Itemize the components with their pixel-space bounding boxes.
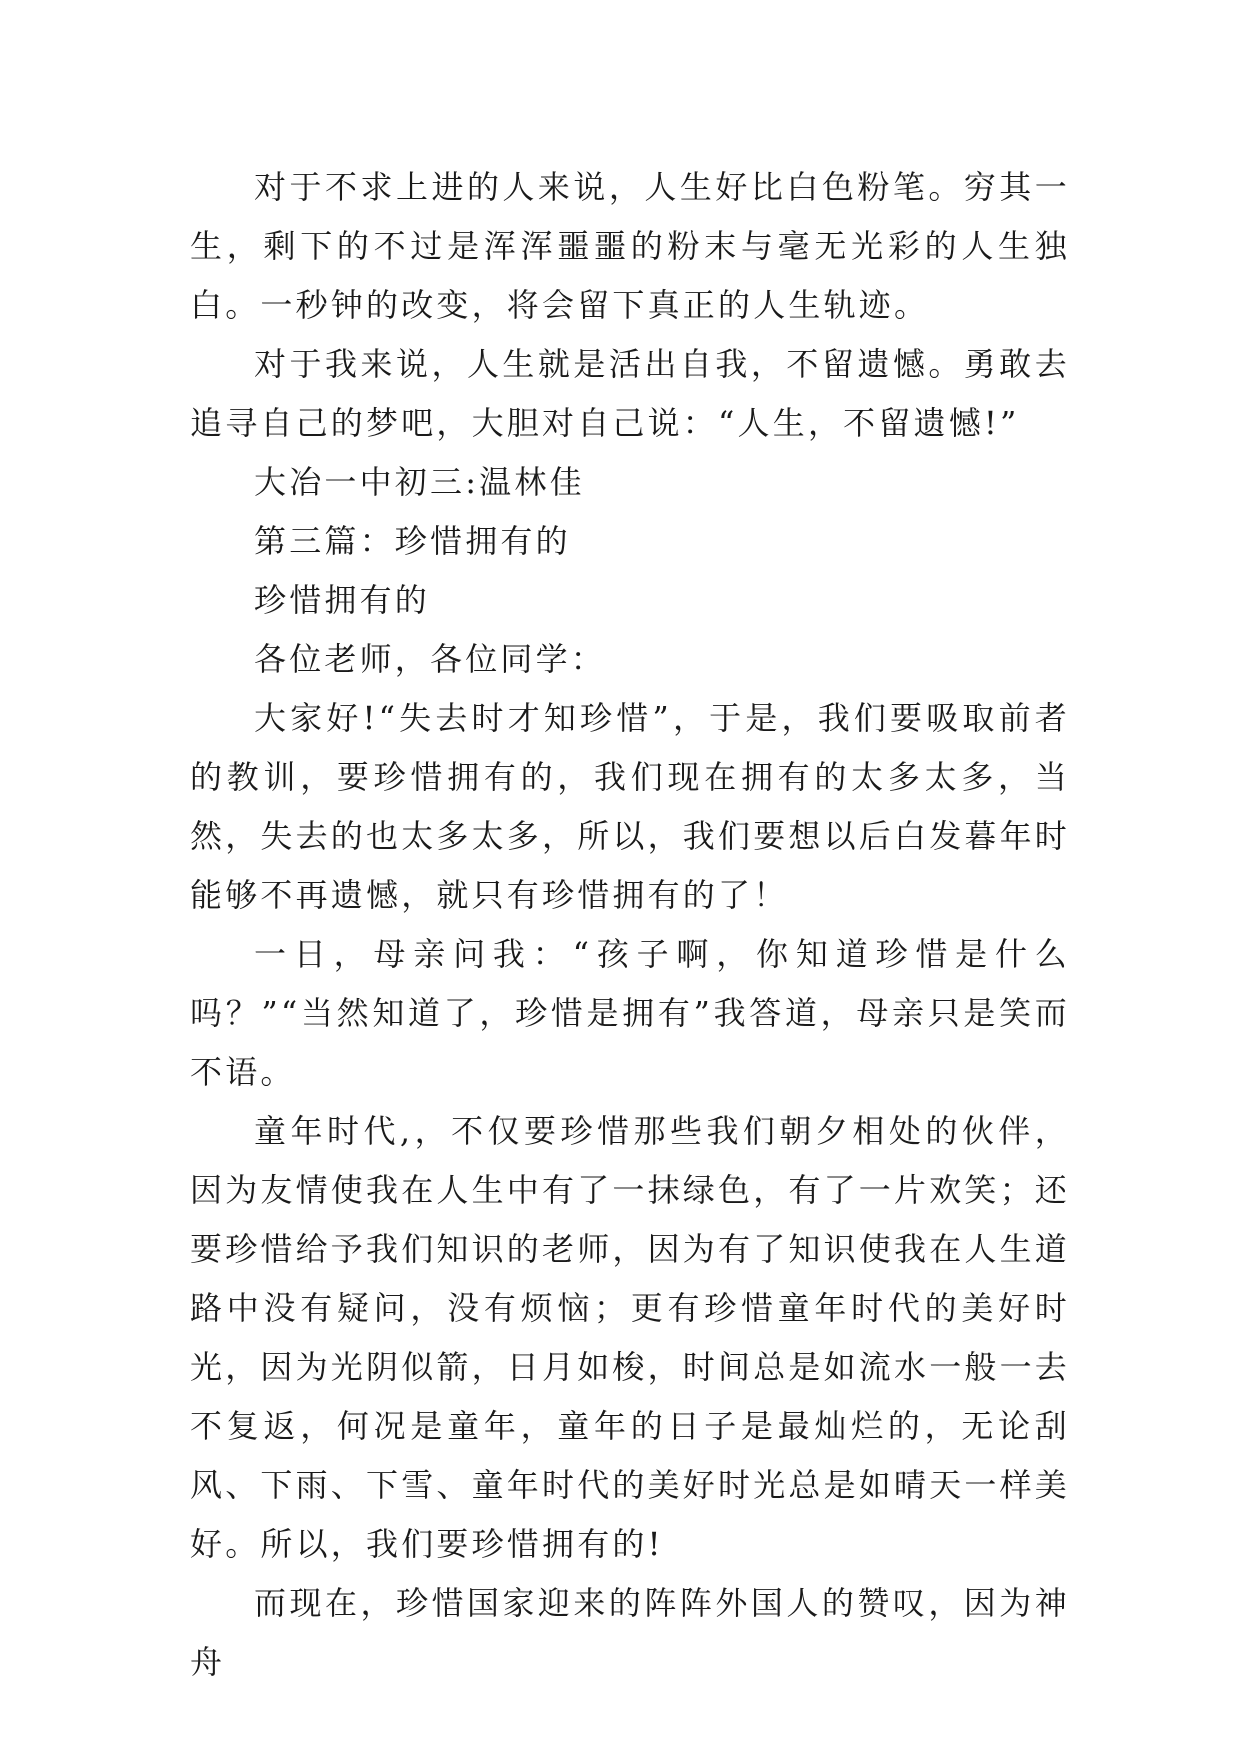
author-line: 大冶一中初三:温林佳 — [254, 463, 585, 501]
paragraph: 而现在，珍惜国家迎来的阵阵外国人的赞叹，因为神舟 — [190, 1584, 1070, 1681]
paragraph: 童年时代,，不仅要珍惜那些我们朝夕相处的伙伴，因为友情使我在人生中有了一抹绿色，有了一片欢笑；还要珍惜给予我们知识的老师，因为有了知识使我在人生道路中没有疑问，没有烦恼；更有珍惜童年时代的美好时光，因为光阴似箭，日月如梭，时间总是如流水一般一去不复返，何况是童年，童年的日子是最灿烂的，无论刮风、下雨、下雪、童年时代的美好时光总是如晴天一样美好。所以，我们要珍惜拥有的! — [190, 1112, 1071, 1563]
paragraph: 对于我来说，人生就是活出自我，不留遗憾。勇敢去追寻自己的梦吧，大胆对自己说：“人生，不留遗憾!” — [190, 345, 1070, 442]
paragraph: 大家好!“失去时才知珍惜”，于是，我们要吸取前者的教训，要珍惜拥有的，我们现在拥有的太多太多，当然，失去的也太多太多，所以，我们要想以后白发暮年时能够不再遗憾，就只有珍惜拥有的了！ — [190, 699, 1071, 914]
article-title: 珍惜拥有的 — [254, 581, 431, 619]
paragraph: 一日，母亲问我：“孩子啊，你知道珍惜是什么吗？”“当然知道了，珍惜是拥有”我答道，母亲只是笑而不语。 — [190, 935, 1070, 1091]
body-text — [190, 158, 1070, 1692]
section-heading: 第三篇：珍惜拥有的 — [254, 522, 571, 560]
salutation: 各位老师，各位同学： — [254, 640, 607, 678]
paragraph: 对于不求上进的人来说，人生好比白色粉笔。穷其一生，剩下的不过是浑浑噩噩的粉末与毫无光彩的人生独白。一秒钟的改变，将会留下真正的人生轨迹。 — [190, 168, 1070, 324]
